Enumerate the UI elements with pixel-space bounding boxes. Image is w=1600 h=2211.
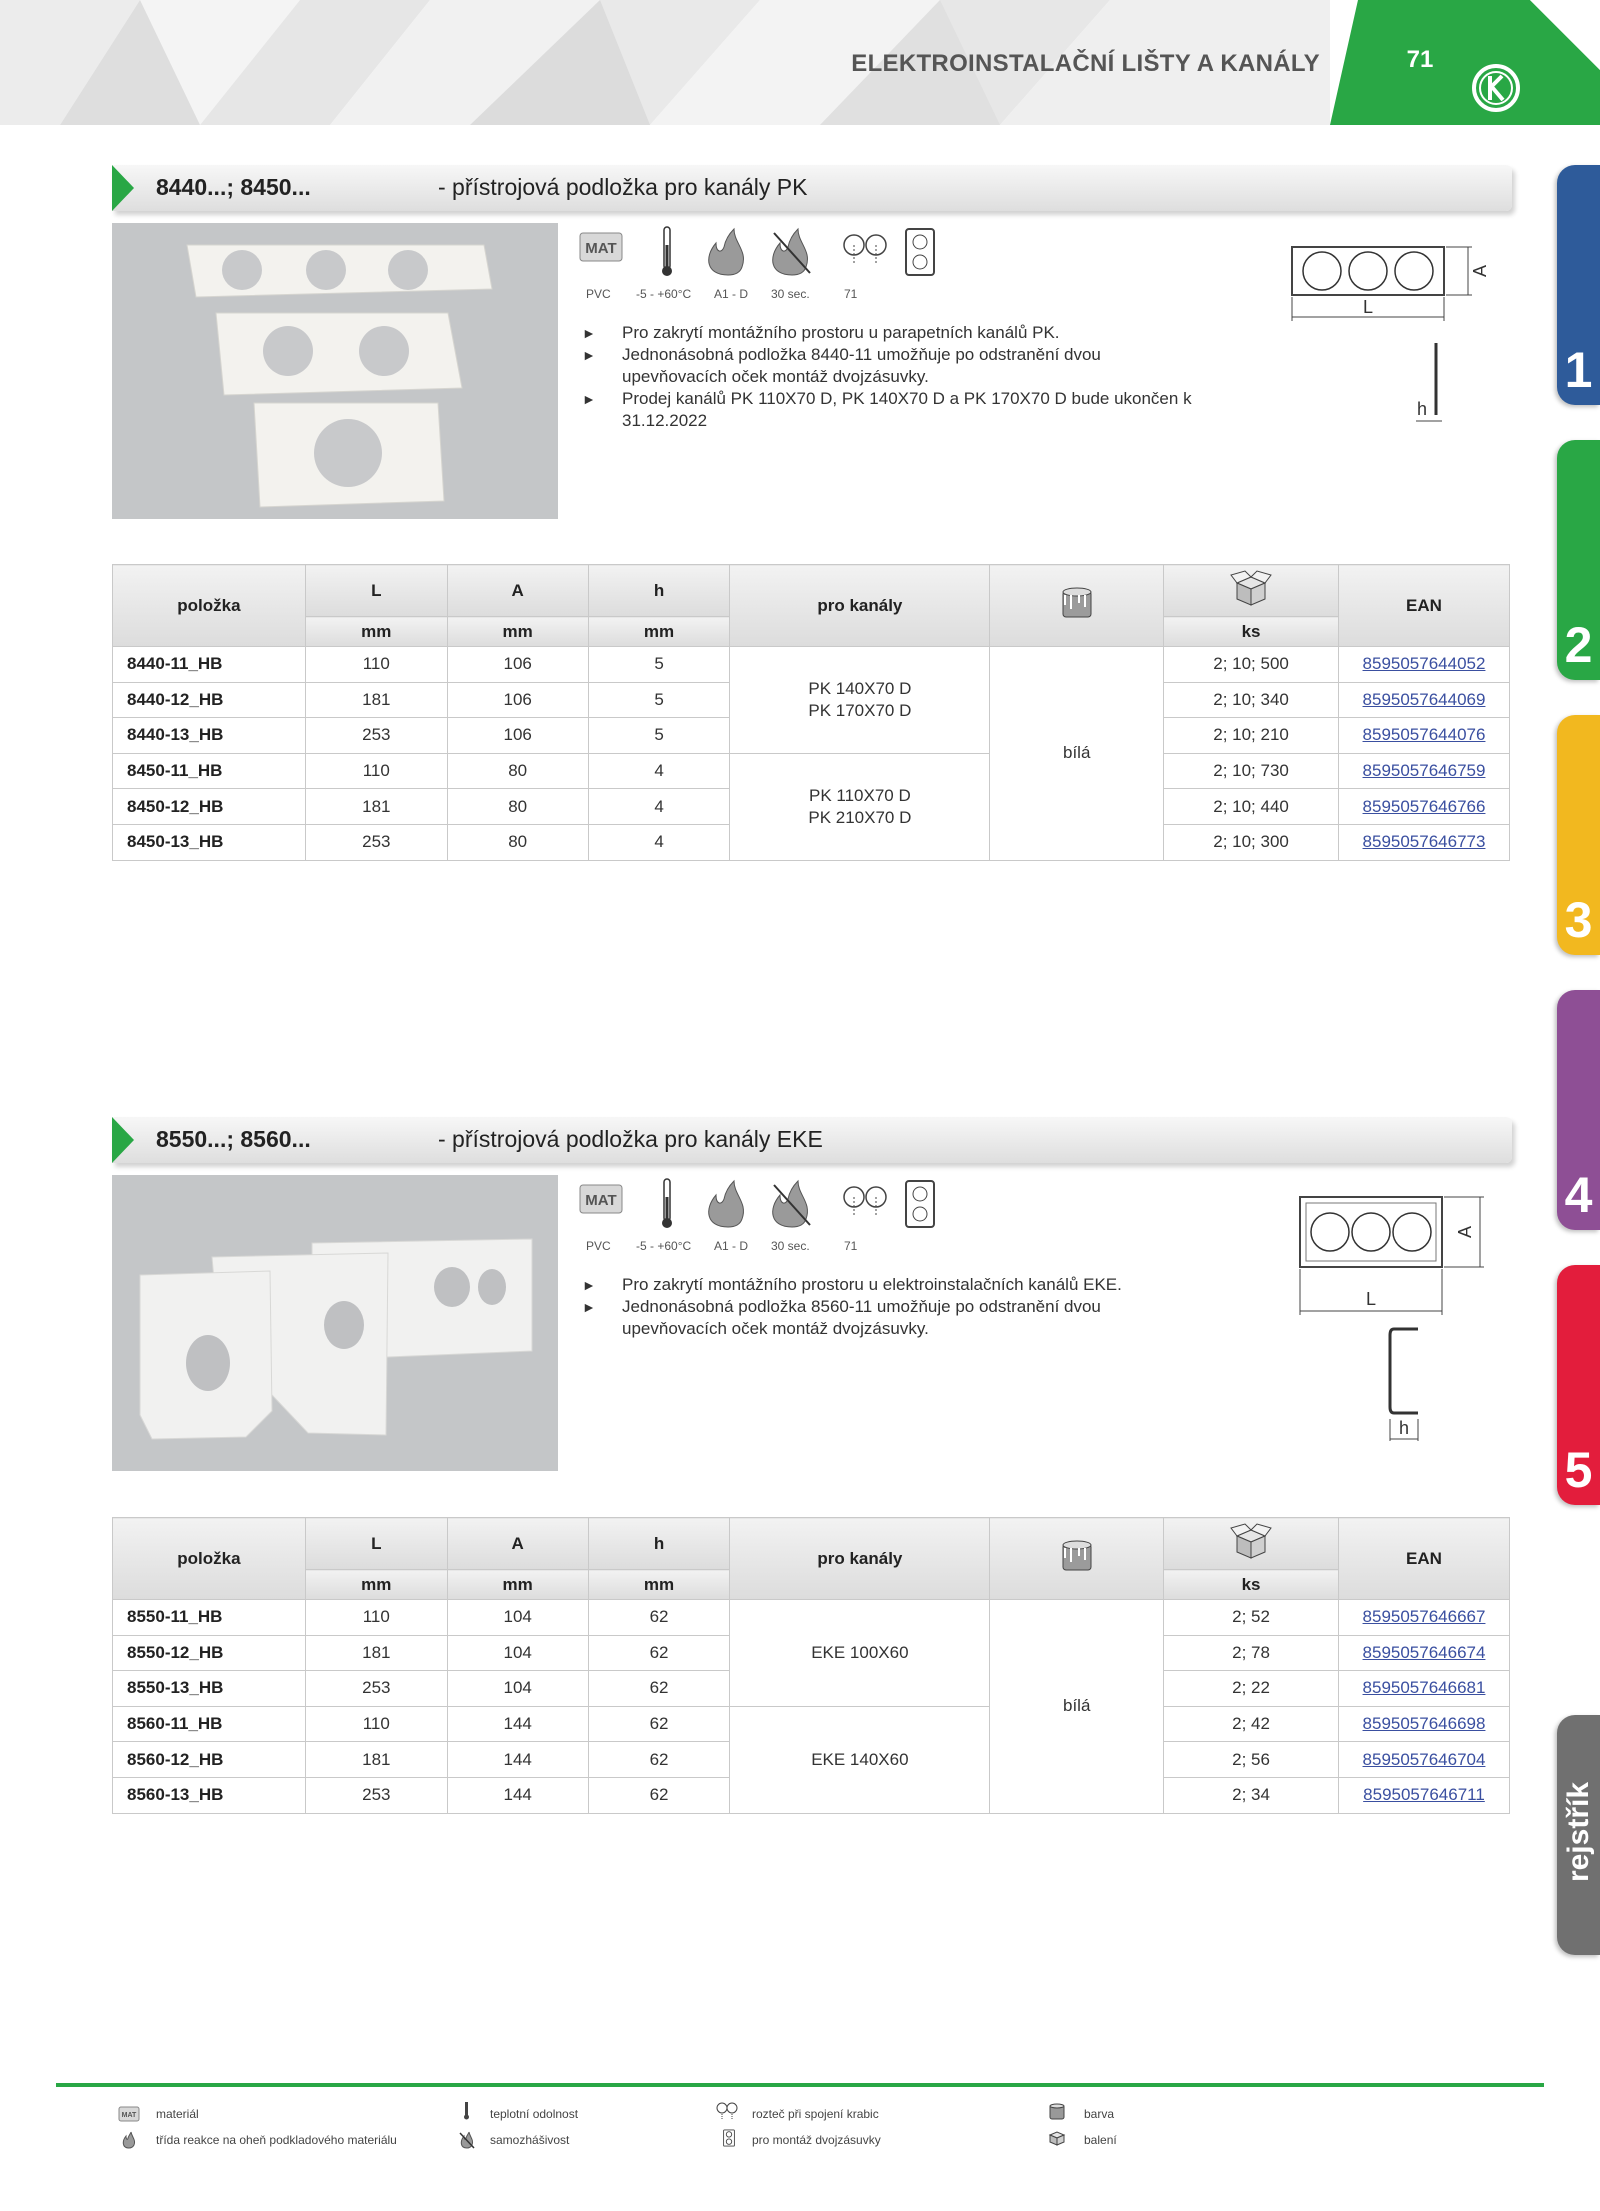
cell-A: 104 <box>447 1600 588 1636</box>
cell-code: 8560-12_HB <box>113 1742 306 1778</box>
cell-ean-link[interactable]: 8595057646773 <box>1338 824 1509 860</box>
thermometer-icon <box>662 227 672 276</box>
unit-mm: mm <box>305 617 447 647</box>
flame-icon <box>120 2131 138 2149</box>
cell-h: 62 <box>588 1706 730 1742</box>
product-table-pk <box>112 564 1510 861</box>
cell-channels: EKE 140X60 <box>730 1706 990 1813</box>
section-arrow-icon <box>112 1117 134 1163</box>
cell-L: 253 <box>305 1671 447 1707</box>
flame-icon <box>709 1181 744 1227</box>
chapter-tab-3[interactable] <box>1557 715 1600 955</box>
dimension-A-label: A <box>1470 264 1490 278</box>
cell-ean-link[interactable]: 8595057646704 <box>1338 1742 1509 1778</box>
chapter-tab-5[interactable] <box>1557 1265 1600 1505</box>
cell-pack: 2; 42 <box>1164 1706 1339 1742</box>
col-header-item: položka <box>113 565 306 647</box>
legend-packaging: balení <box>1084 2133 1117 2147</box>
box-spacing-icon <box>844 235 886 265</box>
cell-h: 62 <box>588 1777 730 1813</box>
spec-icon-labels <box>578 287 978 305</box>
index-tab[interactable] <box>1557 1715 1600 1955</box>
cell-A: 106 <box>447 647 588 683</box>
index-tab-label: rejstřík <box>1562 1781 1595 1883</box>
chapter-tab-4[interactable] <box>1557 990 1600 1230</box>
chapter-tab-label: 3 <box>1564 892 1593 948</box>
cell-h: 62 <box>588 1635 730 1671</box>
cell-code: 8550-11_HB <box>113 1600 306 1636</box>
cell-h: 5 <box>588 647 730 683</box>
dimension-drawing <box>1290 1185 1510 1450</box>
cell-channels: PK 140X70 D PK 170X70 D <box>730 647 990 754</box>
material-badge-text: MAT <box>585 1192 617 1209</box>
cell-A: 104 <box>447 1635 588 1671</box>
cell-A: 106 <box>447 718 588 754</box>
box-spacing-label: 71 <box>844 1239 858 1253</box>
table-row <box>113 1600 1510 1636</box>
packaging-box-icon <box>1229 569 1273 607</box>
col-header-pack <box>1164 565 1339 617</box>
cell-L: 110 <box>305 1706 447 1742</box>
cell-A: 80 <box>447 753 588 789</box>
cell-color: bílá <box>990 1600 1164 1814</box>
section-description: - přístrojová podložka pro kanály EKE <box>438 1126 823 1152</box>
cell-L: 181 <box>305 682 447 718</box>
legend-temperature: teplotní odolnost <box>490 2107 579 2121</box>
col-header-L: L <box>305 1518 447 1570</box>
cell-ean-link[interactable]: 8595057646759 <box>1338 753 1509 789</box>
cell-ean-link[interactable]: 8595057644069 <box>1338 682 1509 718</box>
col-header-channels: pro kanály <box>730 1518 990 1600</box>
unit-mm: mm <box>305 1570 447 1600</box>
legend-fire-class: třída reakce na oheň podkladového materiálu <box>156 2133 397 2147</box>
double-socket-icon <box>906 1181 934 1227</box>
chapter-tab-2[interactable] <box>1557 440 1600 680</box>
cell-A: 80 <box>447 789 588 825</box>
material-icon <box>118 2106 140 2122</box>
fire-class-label: A1 - D <box>714 287 749 301</box>
cell-A: 106 <box>447 682 588 718</box>
box-spacing-icon <box>844 1187 886 1217</box>
thermometer-icon <box>662 1179 672 1228</box>
temperature-label: -5 - +60°C <box>636 1239 692 1253</box>
col-header-channels: pro kanály <box>730 565 990 647</box>
cell-ean-link[interactable]: 8595057646674 <box>1338 1635 1509 1671</box>
cell-h: 62 <box>588 1671 730 1707</box>
col-header-color <box>990 565 1164 647</box>
product-table-eke <box>112 1517 1510 1814</box>
cell-h: 62 <box>588 1742 730 1778</box>
legend-color: barva <box>1084 2107 1115 2121</box>
cell-code: 8440-11_HB <box>113 647 306 683</box>
feature-item: ► Pro zakrytí montážního prostoru u elektroinstalačních kanálů EKE. <box>578 1274 1268 1296</box>
packaging-box-icon <box>1229 1522 1273 1560</box>
legend-box-spacing: rozteč při spojení krabic <box>752 2107 879 2121</box>
spec-icon-labels <box>578 1239 978 1257</box>
col-header-ean: EAN <box>1338 1518 1509 1600</box>
thermometer-icon <box>458 2102 476 2120</box>
cell-L: 181 <box>305 1635 447 1671</box>
cell-L: 110 <box>305 753 447 789</box>
cell-pack: 2; 78 <box>1164 1635 1339 1671</box>
unit-ks: ks <box>1164 617 1339 647</box>
cell-ean-link[interactable]: 8595057646711 <box>1338 1777 1509 1813</box>
cell-h: 4 <box>588 824 730 860</box>
col-header-A: A <box>447 565 588 617</box>
cell-h: 4 <box>588 753 730 789</box>
cell-pack: 2; 10; 500 <box>1164 647 1339 683</box>
cell-code: 8440-13_HB <box>113 718 306 754</box>
double-socket-icon <box>906 229 934 275</box>
cell-pack: 2; 10; 300 <box>1164 824 1339 860</box>
col-header-A: A <box>447 1518 588 1570</box>
chapter-tab-label: 4 <box>1564 1167 1593 1223</box>
cell-code: 8440-12_HB <box>113 682 306 718</box>
dimension-h-label: h <box>1416 399 1428 419</box>
cell-ean-link[interactable]: 8595057646698 <box>1338 1706 1509 1742</box>
self-extinguishing-label: 30 sec. <box>771 287 810 301</box>
chapter-tab-label: 2 <box>1564 617 1593 673</box>
company-logo-icon <box>1470 62 1522 114</box>
dimension-drawing <box>1280 235 1500 435</box>
material-label: PVC <box>586 1239 611 1253</box>
cell-ean-link[interactable]: 8595057646681 <box>1338 1671 1509 1707</box>
cell-color: bílá <box>990 647 1164 861</box>
legend-self-extinguishing: samozhášivost <box>490 2133 570 2147</box>
chapter-tab-1[interactable] <box>1557 165 1600 405</box>
col-header-item: položka <box>113 1518 306 1600</box>
cell-ean-link[interactable]: 8595057644052 <box>1338 647 1509 683</box>
feature-list <box>578 322 1268 432</box>
cell-L: 110 <box>305 1600 447 1636</box>
cell-code: 8550-12_HB <box>113 1635 306 1671</box>
self-extinguishing-icon <box>773 229 810 275</box>
cell-pack: 2; 10; 210 <box>1164 718 1339 754</box>
cell-code: 8450-13_HB <box>113 824 306 860</box>
cell-L: 253 <box>305 718 447 754</box>
table-row <box>113 753 1510 789</box>
double-socket-icon <box>720 2129 738 2147</box>
color-paint-icon <box>1057 583 1097 623</box>
box-spacing-icon <box>716 2102 738 2120</box>
cell-h: 5 <box>588 718 730 754</box>
unit-ks: ks <box>1164 1570 1339 1600</box>
self-extinguishing-label: 30 sec. <box>771 1239 810 1253</box>
cell-A: 144 <box>447 1777 588 1813</box>
material-label: PVC <box>586 287 611 301</box>
spec-icons <box>578 1177 938 1233</box>
cell-L: 181 <box>305 1742 447 1778</box>
color-paint-icon <box>1048 2102 1066 2120</box>
feature-item: ► Jednonásobná podložka 8560-11 umožňuje po odstranění dvou upevňovacích oček montáž dvojzásuvky. <box>578 1296 1268 1340</box>
legend-double-socket: pro montáž dvojzásuvky <box>752 2133 881 2147</box>
cell-channels: EKE 100X60 <box>730 1600 990 1707</box>
fire-class-label: A1 - D <box>714 1239 749 1253</box>
feature-list <box>578 1274 1268 1340</box>
section-product-code: 8550...; 8560... <box>156 1126 311 1152</box>
cell-code: 8560-13_HB <box>113 1777 306 1813</box>
product-photo-image <box>112 1175 558 1471</box>
page-number: 71 <box>1406 46 1434 73</box>
cell-L: 253 <box>305 824 447 860</box>
feature-item: ► Prodej kanálů PK 110X70 D, PK 140X70 D a PK 170X70 D bude ukončen k 31.12.2022 <box>578 388 1268 432</box>
cell-pack: 2; 10; 730 <box>1164 753 1339 789</box>
unit-mm: mm <box>588 617 730 647</box>
page-number-badge <box>1330 0 1600 125</box>
col-header-h: h <box>588 565 730 617</box>
page-header-title: ELEKTROINSTALAČNÍ LIŠTY A KANÁLY <box>851 50 1320 77</box>
product-photo <box>112 1175 558 1471</box>
cell-code: 8450-12_HB <box>113 789 306 825</box>
unit-mm: mm <box>447 1570 588 1600</box>
cell-A: 144 <box>447 1706 588 1742</box>
cell-code: 8450-11_HB <box>113 753 306 789</box>
temperature-label: -5 - +60°C <box>636 287 692 301</box>
feature-item: ► Jednonásobná podložka 8440-11 umožňuje po odstranění dvou upevňovacích oček montáž dvojzásuvky. <box>578 344 1268 388</box>
section-description: - přístrojová podložka pro kanály PK <box>438 174 808 200</box>
col-header-ean: EAN <box>1338 565 1509 647</box>
box-spacing-label: 71 <box>844 287 858 301</box>
chapter-tab-label: 1 <box>1564 342 1593 398</box>
cell-h: 62 <box>588 1600 730 1636</box>
cell-code: 8550-13_HB <box>113 1671 306 1707</box>
section-arrow-icon <box>112 165 134 211</box>
cell-L: 253 <box>305 1777 447 1813</box>
cell-channels: PK 110X70 D PK 210X70 D <box>730 753 990 860</box>
unit-mm: mm <box>588 1570 730 1600</box>
self-extinguishing-icon <box>458 2131 476 2149</box>
dimension-L-label: L <box>1362 297 1374 317</box>
material-badge-text: MAT <box>585 240 617 257</box>
cell-pack: 2; 22 <box>1164 1671 1339 1707</box>
cell-L: 181 <box>305 789 447 825</box>
cell-L: 110 <box>305 647 447 683</box>
section-product-code: 8440...; 8450... <box>156 174 311 200</box>
section-title-bar <box>112 165 1512 211</box>
dimension-A-label: A <box>1455 1225 1475 1239</box>
cell-A: 104 <box>447 1671 588 1707</box>
material-icon <box>580 233 622 261</box>
cell-h: 4 <box>588 789 730 825</box>
cell-ean-link[interactable]: 8595057646667 <box>1338 1600 1509 1636</box>
cell-pack: 2; 52 <box>1164 1600 1339 1636</box>
flame-icon <box>709 229 744 275</box>
cell-A: 80 <box>447 824 588 860</box>
self-extinguishing-icon <box>773 1181 810 1227</box>
cell-ean-link[interactable]: 8595057646766 <box>1338 789 1509 825</box>
cell-pack: 2; 56 <box>1164 1742 1339 1778</box>
cell-h: 5 <box>588 682 730 718</box>
unit-mm: mm <box>447 617 588 647</box>
table-row <box>113 647 1510 683</box>
col-header-h: h <box>588 1518 730 1570</box>
cell-pack: 2; 10; 340 <box>1164 682 1339 718</box>
material-icon <box>580 1185 622 1213</box>
chapter-tab-label: 5 <box>1564 1442 1593 1498</box>
color-paint-icon <box>1057 1536 1097 1576</box>
cell-code: 8560-11_HB <box>113 1706 306 1742</box>
legend-material: materiál <box>156 2107 199 2121</box>
col-header-color <box>990 1518 1164 1600</box>
cell-pack: 2; 34 <box>1164 1777 1339 1813</box>
packaging-box-icon <box>1046 2128 1068 2146</box>
col-header-pack <box>1164 1518 1339 1570</box>
dimension-h-label: h <box>1398 1418 1410 1438</box>
col-header-L: L <box>305 565 447 617</box>
dimension-L-label: L <box>1365 1289 1377 1309</box>
cell-A: 144 <box>447 1742 588 1778</box>
feature-item: ► Pro zakrytí montážního prostoru u parapetních kanálů PK. <box>578 322 1268 344</box>
footer-divider <box>56 2083 1544 2087</box>
product-photo <box>112 223 558 519</box>
legend-mat-badge: MAT <box>121 2112 137 2119</box>
cell-ean-link[interactable]: 8595057644076 <box>1338 718 1509 754</box>
product-photo-image <box>112 223 558 519</box>
table-row <box>113 1706 1510 1742</box>
cell-pack: 2; 10; 440 <box>1164 789 1339 825</box>
spec-icons <box>578 225 938 281</box>
